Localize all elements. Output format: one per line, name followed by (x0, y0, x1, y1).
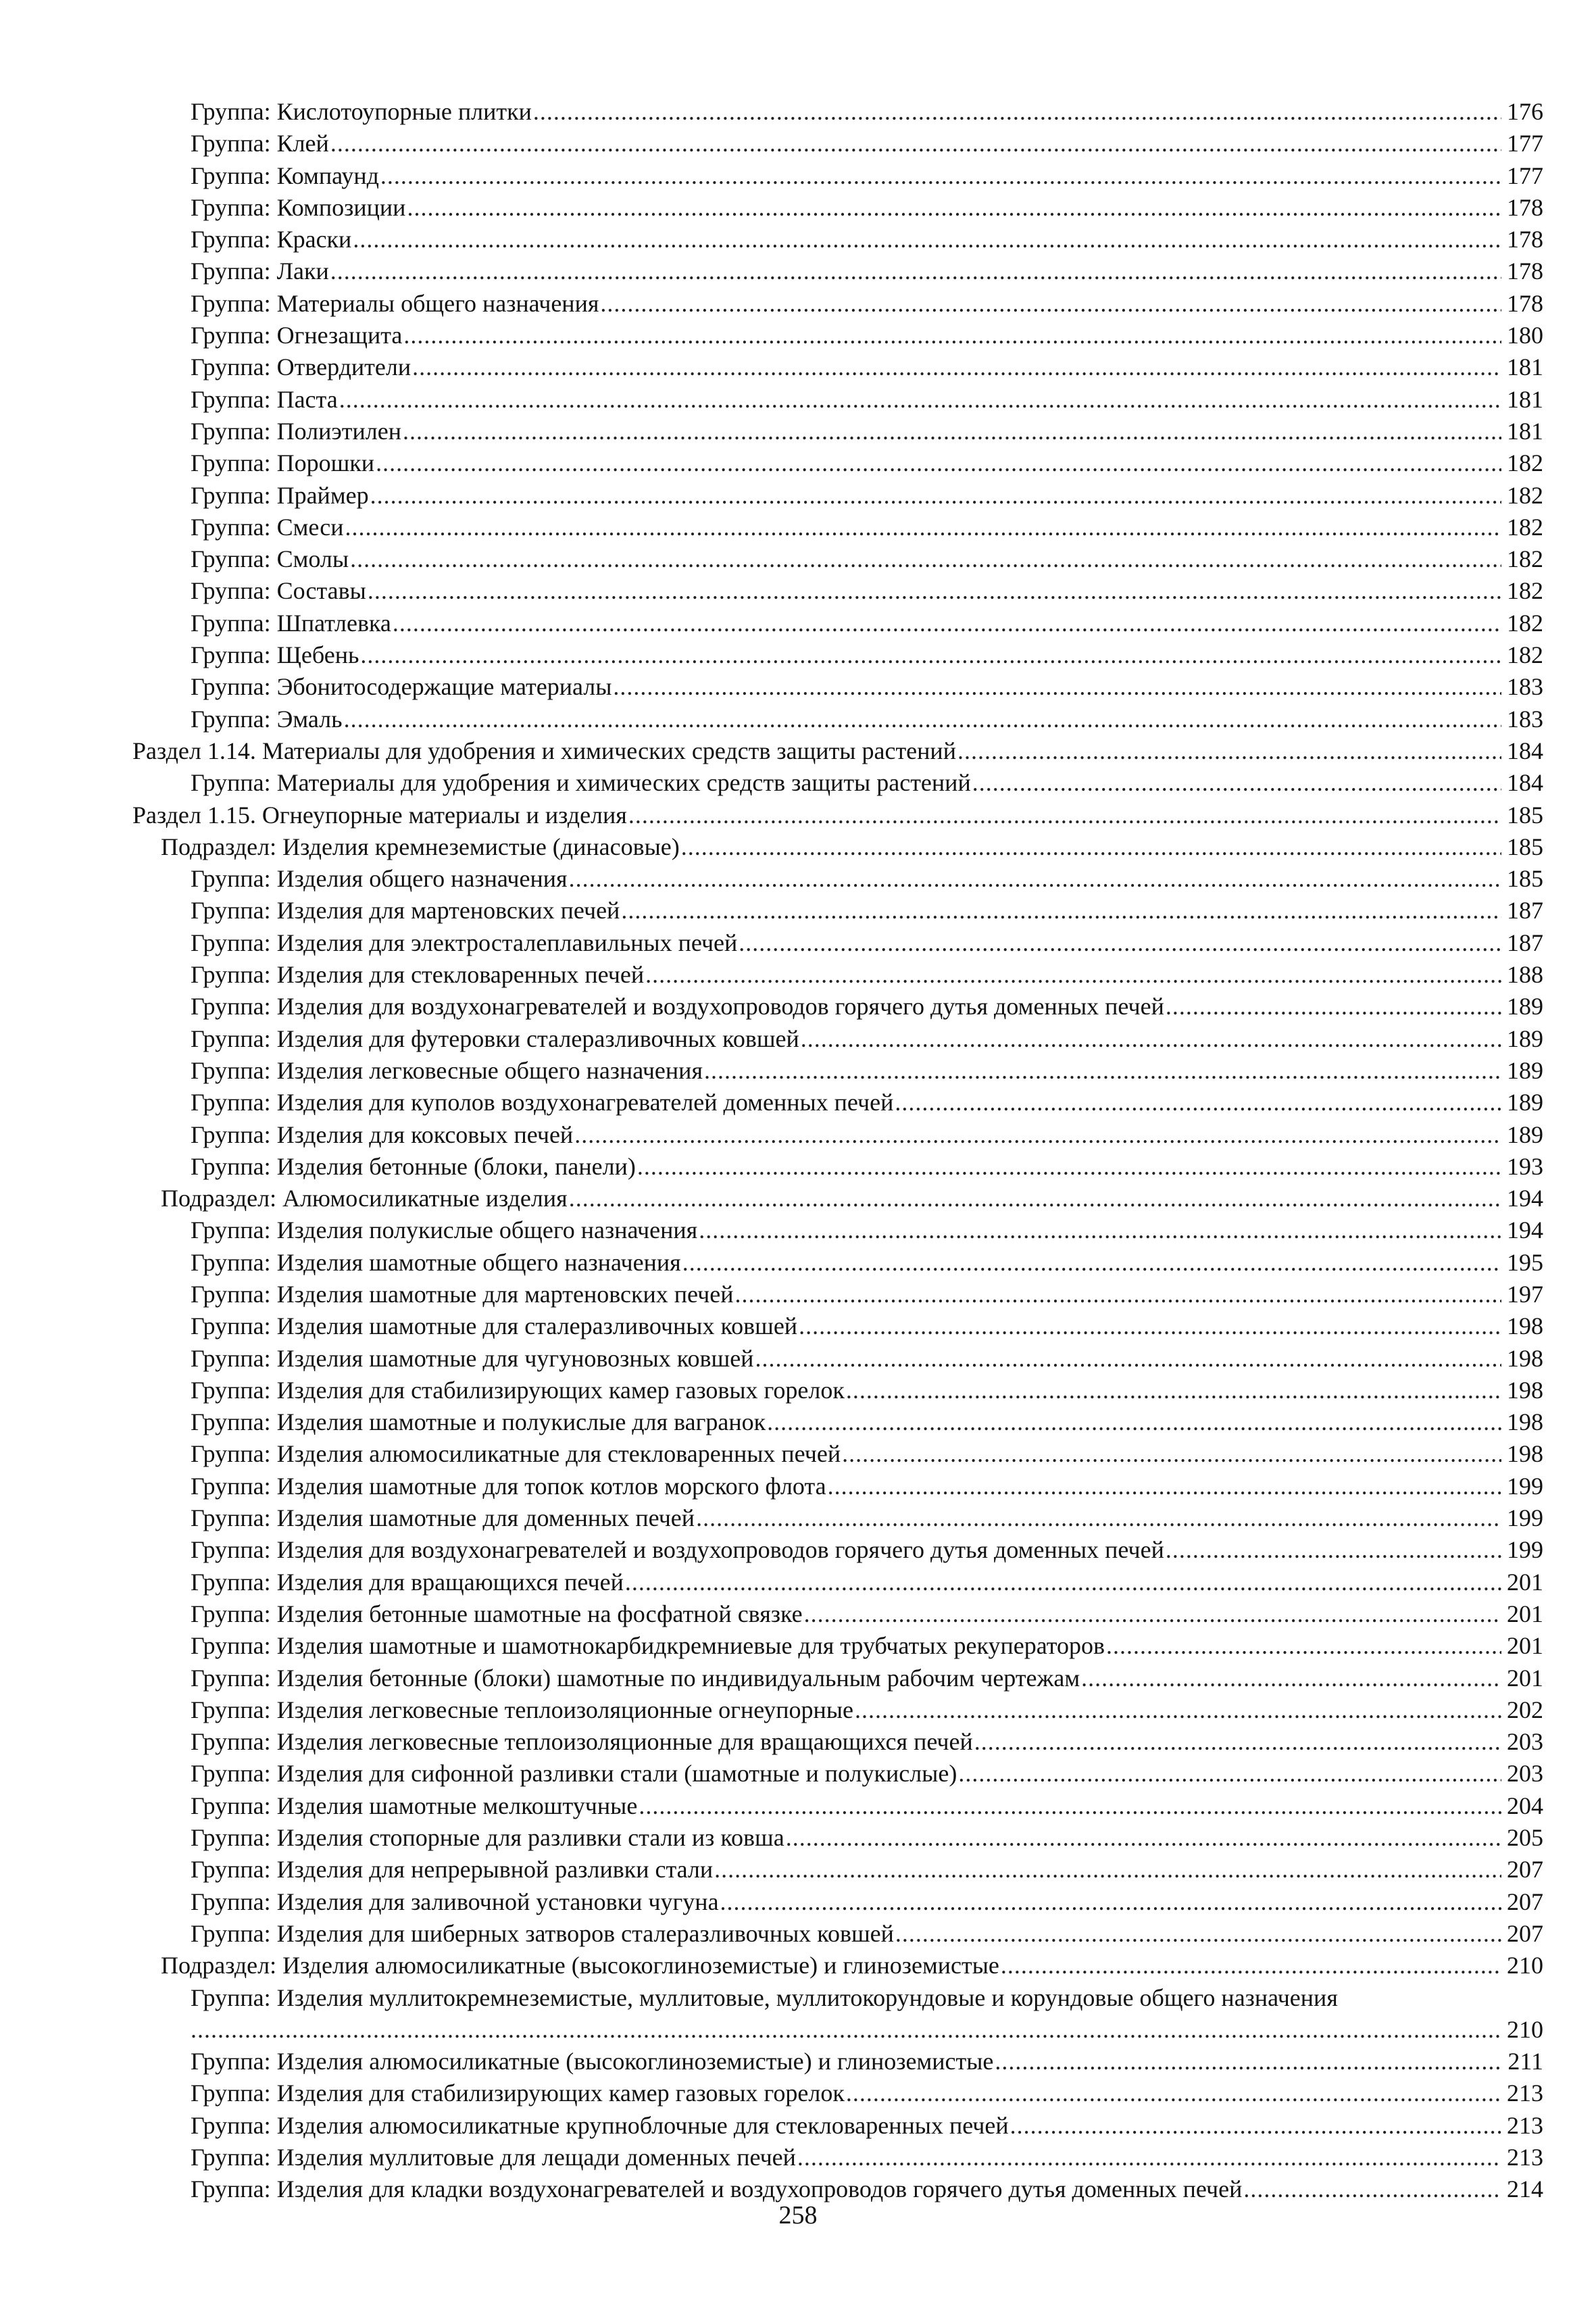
toc-entry-page: 193 (1507, 1152, 1543, 1180)
dot-leader (801, 1023, 1501, 1055)
toc-section[interactable] (132, 735, 1543, 767)
toc-entry-title: Подраздел: Изделия кремнеземистые (динасовые) (161, 833, 680, 860)
toc-entry-page: 182 (1507, 577, 1543, 605)
dot-leader (403, 320, 1501, 351)
toc-group[interactable] (132, 1567, 1543, 1598)
dot-leader (855, 1694, 1501, 1726)
toc-entry-title: Группа: Огнезащита (191, 322, 403, 349)
toc-subsection[interactable] (132, 1950, 1543, 1981)
toc-group[interactable] (132, 2046, 1543, 2077)
dot-leader (613, 671, 1501, 703)
dot-leader (755, 1343, 1501, 1375)
toc-entry-page: 182 (1507, 513, 1543, 541)
toc-entry-title: Группа: Изделия для стекловаренных печей (191, 961, 645, 989)
toc-entry-title: Группа: Изделия для шиберных затворов сталеразливочных ковшей (191, 1919, 894, 1947)
toc-entry-page: 207 (1507, 1856, 1543, 1884)
toc-entry-page: 182 (1507, 545, 1543, 573)
toc-entry-page: 187 (1507, 929, 1543, 956)
toc-entry-title: Группа: Клей (191, 130, 329, 157)
dot-leader (699, 1214, 1501, 1246)
toc-entry-page: 183 (1507, 673, 1543, 701)
toc-entry-title: Группа: Изделия общего назначения (191, 865, 568, 893)
toc-entry-title: Группа: Изделия шамотные для мартеновских печей (191, 1280, 734, 1308)
toc-entry-page: 187 (1507, 897, 1543, 925)
toc-group[interactable] (132, 1343, 1543, 1375)
toc-entry-title: Группа: Изделия для воздухонагревателей и воздухопроводов горячего дутья доменных печей (191, 993, 1164, 1020)
toc-group[interactable] (132, 1822, 1543, 1854)
toc-entry-title: Группа: Изделия для стабилизирующих камер газовых горелок (191, 2079, 845, 2107)
toc-entry-page: 204 (1507, 1792, 1543, 1819)
toc-entry-title: Группа: Изделия для вращающихся печей (191, 1568, 624, 1596)
toc-group[interactable] (132, 1375, 1543, 1406)
toc-group[interactable] (132, 1726, 1543, 1758)
toc-entry-title: Подраздел: Изделия алюмосиликатные (высокоглиноземистые) и глиноземистые (161, 1952, 999, 1979)
dot-leader (339, 384, 1501, 416)
toc-entry-page: 189 (1507, 993, 1543, 1020)
toc-entry-page: 189 (1507, 1056, 1543, 1084)
dot-leader (799, 1310, 1501, 1342)
toc-entry-title: Подраздел: Алюмосиликатные изделия (161, 1185, 568, 1212)
toc-entry-title: Группа: Изделия легковесные общего назначения (191, 1056, 703, 1084)
dot-leader (407, 192, 1501, 224)
dot-leader (569, 863, 1501, 895)
dot-leader (574, 1119, 1501, 1151)
toc-subsection[interactable] (132, 1183, 1543, 1214)
dot-leader (380, 160, 1501, 192)
toc-entry-title: Группа: Изделия для стабилизирующих камер газовых горелок (191, 1376, 845, 1404)
toc-group[interactable] (132, 1982, 1543, 2046)
toc-entry-title: Группа: Изделия шамотные для сталеразливочных ковшей (191, 1312, 798, 1340)
dot-leader (786, 1822, 1501, 1854)
toc-entry-page: 207 (1507, 1919, 1543, 1947)
toc-entry-page: 176 (1507, 98, 1543, 125)
toc-entry-page: 178 (1507, 257, 1543, 285)
toc-group[interactable] (132, 1598, 1543, 1630)
toc-entry-page: 195 (1507, 1248, 1543, 1276)
toc-entry-title: Группа: Эбонитосодержащие материалы (191, 673, 612, 701)
toc-group[interactable] (132, 384, 1543, 416)
dot-leader (1106, 1630, 1501, 1662)
dot-leader (353, 224, 1501, 255)
toc-entry-page: 214 (1507, 2175, 1543, 2203)
toc-group[interactable] (132, 320, 1543, 351)
toc-entry-title: Группа: Композиции (191, 193, 406, 221)
dot-leader (600, 288, 1501, 320)
page-number: 258 (778, 2201, 818, 2230)
toc-group[interactable] (132, 1279, 1543, 1310)
toc-entry-title: Группа: Материалы общего назначения (191, 289, 599, 317)
toc-entry-title: Группа: Изделия легковесные теплоизоляционные для вращающихся печей (191, 1728, 973, 1756)
toc-entry-page: 180 (1507, 322, 1543, 349)
toc-entry-page: 177 (1507, 130, 1543, 157)
toc-entry-title: Группа: Изделия для заливочной установки чугуна (191, 1888, 719, 1915)
dot-leader (533, 96, 1501, 128)
dot-leader (767, 1406, 1501, 1438)
toc-entry-page: 185 (1507, 833, 1543, 860)
toc-entry-title: Группа: Составы (191, 577, 366, 605)
toc-entry-title: Раздел 1.14. Материалы для удобрения и химических средств защиты растений (132, 737, 956, 764)
dot-leader (403, 416, 1501, 447)
toc-entry-title: Группа: Отвердители (191, 353, 412, 381)
dot-leader (191, 2014, 1501, 2046)
toc-entry-page: 189 (1507, 1121, 1543, 1148)
toc-entry-page: 213 (1507, 2144, 1543, 2171)
toc-entry-page: 194 (1507, 1216, 1543, 1244)
toc-group[interactable] (132, 959, 1543, 991)
toc-entry-page: 201 (1507, 1632, 1543, 1660)
toc-entry-title: Группа: Изделия для электросталеплавильных печей (191, 929, 738, 956)
toc-group[interactable] (132, 480, 1543, 512)
toc-entry-title: Группа: Изделия муллитокремнеземистые, муллитовые, муллитокорундовые и корундовые общего назначения (191, 1984, 1338, 2011)
toc-entry-title: Группа: Изделия для непрерывной разливки стали (191, 1856, 714, 1884)
toc-group[interactable] (132, 1758, 1543, 1790)
toc-group[interactable] (132, 128, 1543, 159)
dot-leader (846, 1375, 1501, 1406)
toc-entry-page: 185 (1507, 865, 1543, 893)
toc-entry-title: Группа: Эмаль (191, 705, 343, 733)
toc-entry-title: Группа: Шпатлевка (191, 609, 391, 637)
toc-group[interactable] (132, 991, 1543, 1023)
dot-leader (628, 799, 1501, 831)
dot-leader (569, 1183, 1501, 1214)
toc-entry-page: 189 (1507, 1025, 1543, 1052)
toc-entry-title: Группа: Изделия для мартеновских печей (191, 897, 620, 925)
toc-entry-page: 199 (1507, 1472, 1543, 1500)
dot-leader (681, 831, 1501, 863)
toc-group[interactable] (132, 1151, 1543, 1183)
dot-leader (842, 1438, 1501, 1470)
toc-group[interactable] (132, 639, 1543, 671)
toc-entry-page: 207 (1507, 1888, 1543, 1915)
dot-leader (376, 447, 1501, 479)
dot-leader (895, 1918, 1501, 1950)
toc-entry-title: Группа: Изделия шамотные для доменных печей (191, 1504, 695, 1532)
dot-leader (368, 575, 1501, 607)
toc-entry-page: 184 (1507, 769, 1543, 797)
toc-group[interactable] (132, 704, 1543, 735)
toc-entry-title: Группа: Материалы для удобрения и химических средств защиты растений (191, 769, 971, 797)
toc-entry-title: Группа: Изделия бетонные (блоки) шамотные по индивидуальным рабочим чертежам (191, 1664, 1080, 1692)
toc-entry-title: Группа: Лаки (191, 257, 329, 285)
toc-entry-page: 201 (1507, 1568, 1543, 1596)
toc-group[interactable] (132, 2110, 1543, 2142)
toc-group[interactable] (132, 1471, 1543, 1502)
toc-group[interactable] (132, 1055, 1543, 1087)
toc-entry-title: Группа: Изделия бетонные шамотные на фосфатной связке (191, 1600, 803, 1627)
dot-leader (344, 704, 1501, 735)
toc-entry-title: Группа: Изделия алюмосиликатные крупноблочные для стекловаренных печей (191, 2111, 1009, 2139)
dot-leader (957, 735, 1501, 767)
toc-entry-title: Группа: Изделия бетонные (блоки, панели) (191, 1152, 636, 1180)
toc-entry-page: 198 (1507, 1376, 1543, 1404)
toc-entry-page: 201 (1507, 1600, 1543, 1627)
toc-entry-page: 203 (1507, 1728, 1543, 1756)
toc-entry-page: 177 (1507, 162, 1543, 189)
dot-leader (412, 351, 1501, 383)
dot-leader (739, 927, 1501, 959)
toc-entry-page: 188 (1507, 961, 1543, 989)
toc-entry-page: 184 (1507, 737, 1543, 764)
toc-group[interactable] (132, 1438, 1543, 1470)
toc-group[interactable] (132, 1502, 1543, 1534)
dot-leader (682, 1247, 1501, 1279)
dot-leader (393, 608, 1501, 639)
toc-group[interactable] (132, 1918, 1543, 1950)
toc-entry-page: 197 (1507, 1280, 1543, 1308)
toc-group[interactable] (132, 288, 1543, 320)
toc-entry-page: 213 (1507, 2079, 1543, 2107)
toc-entry-page: 198 (1507, 1344, 1543, 1372)
toc-entry-title: Группа: Изделия для коксовых печей (191, 1121, 574, 1148)
toc-group[interactable] (132, 96, 1543, 128)
toc-group[interactable] (132, 608, 1543, 639)
toc-entry-page: 182 (1507, 481, 1543, 509)
toc-group[interactable] (132, 1087, 1543, 1118)
dot-leader (734, 1279, 1501, 1310)
toc-entry-page: 182 (1507, 609, 1543, 637)
toc-entry-page: 181 (1507, 417, 1543, 445)
dot-leader (958, 1758, 1501, 1790)
toc-entry-title: Группа: Изделия шамотные для чугуновозных ковшей (191, 1344, 754, 1372)
toc-entry-title: Группа: Изделия для куполов воздухонагревателей доменных печей (191, 1089, 894, 1116)
dot-leader (330, 128, 1501, 159)
toc-subsection[interactable] (132, 831, 1543, 863)
toc-entry-title: Группа: Изделия для кладки воздухонагревателей и воздухопроводов горячего дутья доменных печей (191, 2175, 1243, 2203)
toc-group[interactable] (132, 2077, 1543, 2109)
toc-entry-title: Группа: Изделия муллитовые для лещади доменных печей (191, 2144, 796, 2171)
dot-leader (804, 1598, 1501, 1630)
toc-group[interactable] (132, 447, 1543, 479)
toc-group[interactable] (132, 160, 1543, 192)
toc-group[interactable] (132, 192, 1543, 224)
dot-leader (621, 895, 1501, 927)
dot-leader (360, 639, 1501, 671)
dot-leader (370, 480, 1501, 512)
toc-entry-title: Группа: Изделия стопорные для разливки стали из ковша (191, 1824, 784, 1852)
dot-leader (720, 1886, 1501, 1918)
toc-entry-page: 210 (1507, 1952, 1543, 1979)
toc-group[interactable] (132, 1694, 1543, 1726)
toc-group[interactable] (132, 671, 1543, 703)
dot-leader (696, 1502, 1501, 1534)
toc-entry-page: 205 (1507, 1824, 1543, 1852)
toc-entry-page: 203 (1507, 1760, 1543, 1788)
dot-leader (1166, 1534, 1501, 1566)
toc-entry-title: Группа: Изделия для воздухонагревателей и воздухопроводов горячего дутья доменных печей (191, 1536, 1164, 1564)
toc-group[interactable] (132, 1406, 1543, 1438)
toc-group[interactable] (132, 1310, 1543, 1342)
toc-entry-title: Группа: Изделия шамотные для топок котлов морского флота (191, 1472, 826, 1500)
dot-leader (1081, 1663, 1501, 1694)
toc-entry-page: 211 (1507, 2048, 1543, 2075)
toc-entry-title: Группа: Компаунд (191, 162, 379, 189)
toc-entry-title: Группа: Праймер (191, 481, 369, 509)
toc-group[interactable] (132, 895, 1543, 927)
toc-entry-title: Группа: Изделия шамотные общего назначения (191, 1248, 681, 1276)
toc-entry-title: Группа: Изделия для футеровки сталеразливочных ковшей (191, 1025, 799, 1052)
toc-group[interactable] (132, 1790, 1543, 1822)
toc-group[interactable] (132, 416, 1543, 447)
toc-entry-title: Группа: Паста (191, 385, 338, 413)
dot-leader (345, 512, 1502, 543)
toc-entry-page: 181 (1507, 385, 1543, 413)
toc-entry-page: 202 (1507, 1696, 1543, 1723)
dot-leader (797, 2142, 1501, 2173)
toc-entry-page: 194 (1507, 1185, 1543, 1212)
toc-entry-page: 185 (1507, 801, 1543, 829)
toc-entry-title: Группа: Изделия для сифонной разливки стали (шамотные и полукислые) (191, 1760, 957, 1788)
toc-group[interactable] (132, 1247, 1543, 1279)
toc-entry-page: 210 (1507, 2015, 1543, 2043)
toc-group[interactable] (132, 543, 1543, 575)
toc-entry-page: 181 (1507, 353, 1543, 381)
toc-group[interactable] (132, 1534, 1543, 1566)
toc-entry-page: 198 (1507, 1408, 1543, 1436)
toc-entry-title: Группа: Порошки (191, 449, 375, 477)
dot-leader (974, 1726, 1501, 1758)
toc-entry-page: 178 (1507, 289, 1543, 317)
toc-entry-page: 213 (1507, 2111, 1543, 2139)
toc-entry-page: 198 (1507, 1440, 1543, 1468)
dot-leader (895, 1087, 1501, 1118)
toc-entry-page: 199 (1507, 1504, 1543, 1532)
toc-group[interactable] (132, 224, 1543, 255)
toc-entry-page: 189 (1507, 1089, 1543, 1116)
toc-group[interactable] (132, 1663, 1543, 1694)
dot-leader (828, 1471, 1501, 1502)
toc-entry-title: Группа: Изделия шамотные и полукислые для вагранок (191, 1408, 766, 1436)
toc-entry-title: Группа: Полиэтилен (191, 417, 401, 445)
toc-group[interactable] (132, 1119, 1543, 1151)
toc-entry-page: 182 (1507, 449, 1543, 477)
toc-group[interactable] (132, 1854, 1543, 1886)
toc-entry-page: 178 (1507, 193, 1543, 221)
dot-leader (645, 959, 1501, 991)
dot-leader (625, 1567, 1501, 1598)
toc-section[interactable] (132, 799, 1543, 831)
dot-leader (972, 767, 1501, 799)
toc-entry-title: Группа: Изделия алюмосиликатные (высокоглиноземистые) и глиноземистые (191, 2048, 994, 2075)
dot-leader (714, 1854, 1501, 1886)
table-of-contents (132, 96, 1543, 2206)
toc-entry-title: Группа: Изделия легковесные теплоизоляционные огнеупорные (191, 1696, 853, 1723)
dot-leader (637, 1151, 1501, 1183)
toc-entry-page: 183 (1507, 705, 1543, 733)
toc-entry-page: 198 (1507, 1312, 1543, 1340)
toc-group[interactable] (132, 575, 1543, 607)
toc-group[interactable] (132, 1214, 1543, 1246)
toc-entry-title: Группа: Изделия шамотные мелкоштучные (191, 1792, 638, 1819)
toc-entry-title: Группа: Изделия шамотные и шамотнокарбидкремниевые для трубчатых рекуператоров (191, 1632, 1105, 1660)
dot-leader (350, 543, 1501, 575)
toc-group[interactable] (132, 255, 1543, 287)
dot-leader (1010, 2110, 1501, 2142)
toc-group[interactable] (132, 927, 1543, 959)
toc-entry-title: Группа: Щебень (191, 641, 359, 669)
toc-entry-page: 178 (1507, 226, 1543, 253)
toc-group[interactable] (132, 512, 1543, 543)
dot-leader (330, 255, 1501, 287)
toc-group[interactable] (132, 2142, 1543, 2173)
dot-leader (995, 2046, 1501, 2077)
toc-group[interactable] (132, 863, 1543, 895)
toc-entry-title: Группа: Краски (191, 226, 352, 253)
toc-entry-title: Группа: Изделия полукислые общего назначения (191, 1216, 698, 1244)
toc-group[interactable] (132, 1023, 1543, 1055)
dot-leader (704, 1055, 1501, 1087)
toc-entry-page: 182 (1507, 641, 1543, 669)
toc-entry-title: Раздел 1.15. Огнеупорные материалы и изделия (132, 801, 627, 829)
toc-entry-title: Группа: Изделия алюмосиликатные для стекловаренных печей (191, 1440, 841, 1468)
toc-group[interactable] (132, 1630, 1543, 1662)
toc-group[interactable] (132, 351, 1543, 383)
toc-entry-title: Группа: Смолы (191, 545, 349, 573)
toc-group[interactable] (132, 767, 1543, 799)
dot-leader (846, 2077, 1501, 2109)
dot-leader (1001, 1950, 1501, 1981)
toc-entry-title: Группа: Кислотоупорные плитки (191, 98, 532, 125)
toc-entry-page: 201 (1507, 1664, 1543, 1692)
toc-entry-title: Группа: Смеси (191, 513, 344, 541)
toc-entry-page: 199 (1507, 1536, 1543, 1564)
dot-leader (1166, 991, 1501, 1023)
dot-leader (639, 1790, 1501, 1822)
toc-group[interactable] (132, 1886, 1543, 1918)
